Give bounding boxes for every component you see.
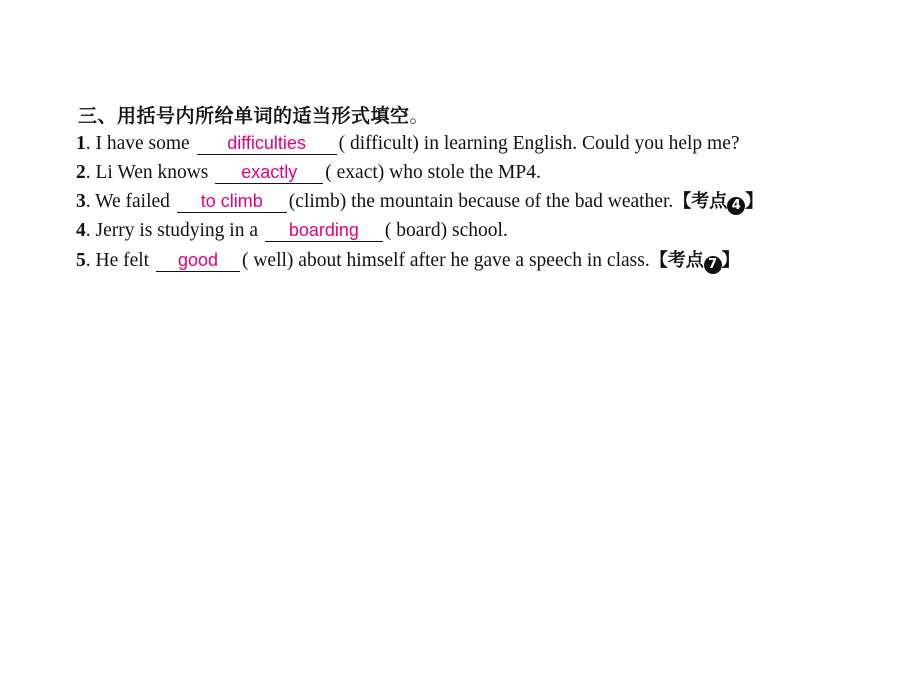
- question-hint: ( exact): [325, 162, 385, 183]
- question-lead: . Li Wen knows: [85, 162, 209, 183]
- question-tail: who stole the MP4.: [384, 162, 541, 183]
- answer-blank[interactable]: [197, 133, 337, 155]
- question-4: [76, 219, 508, 243]
- question-number: 2: [76, 162, 86, 183]
- answer-text: good: [177, 250, 218, 270]
- answer-blank[interactable]: [177, 191, 287, 213]
- question-3: [76, 190, 763, 215]
- answer-text: to climb: [200, 191, 263, 211]
- question-hint: (climb): [288, 191, 347, 212]
- exam-point-tag: [673, 191, 763, 212]
- question-tail: the mountain because of the bad weather.: [346, 191, 674, 212]
- question-tail: school.: [447, 220, 508, 241]
- question-hint: ( well): [241, 250, 294, 271]
- exam-point-label: 【考点: [673, 191, 728, 212]
- question-hint: ( board): [384, 220, 448, 241]
- question-1: [76, 132, 740, 156]
- section-heading: [78, 101, 429, 128]
- question-tail: in learning English. Could you help me?: [418, 133, 740, 154]
- question-lead: . I have some: [85, 133, 190, 154]
- question-number: 4: [76, 220, 86, 241]
- exam-point-number-badge: 4: [727, 197, 745, 215]
- question-number: 1: [76, 133, 86, 154]
- question-lead: . Jerry is studying in a: [85, 220, 258, 241]
- exam-point-tag: [650, 250, 740, 271]
- exam-point-number-badge: 7: [704, 256, 722, 274]
- section-heading-text: 三、用括号内所给单词的适当形式填空: [78, 105, 410, 127]
- section-heading-end: 。: [409, 105, 430, 127]
- question-tail: about himself after he gave a speech in class.: [293, 250, 650, 271]
- answer-text: difficulties: [227, 133, 306, 153]
- question-number: 3: [76, 191, 86, 212]
- exam-point-bracket: 】: [721, 250, 740, 271]
- question-lead: . He felt: [85, 250, 150, 271]
- answer-blank[interactable]: [265, 220, 383, 242]
- exam-point-bracket: 】: [745, 191, 764, 212]
- question-2: [76, 161, 541, 185]
- answer-blank[interactable]: [156, 250, 240, 272]
- question-number: 5: [76, 250, 86, 271]
- question-5: [76, 249, 740, 274]
- question-lead: . We failed: [85, 191, 170, 212]
- answer-text: boarding: [288, 220, 359, 240]
- answer-text: exactly: [241, 162, 298, 182]
- exam-point-label: 【考点: [649, 250, 704, 271]
- question-hint: ( difficult): [338, 133, 419, 154]
- answer-blank[interactable]: [215, 162, 323, 184]
